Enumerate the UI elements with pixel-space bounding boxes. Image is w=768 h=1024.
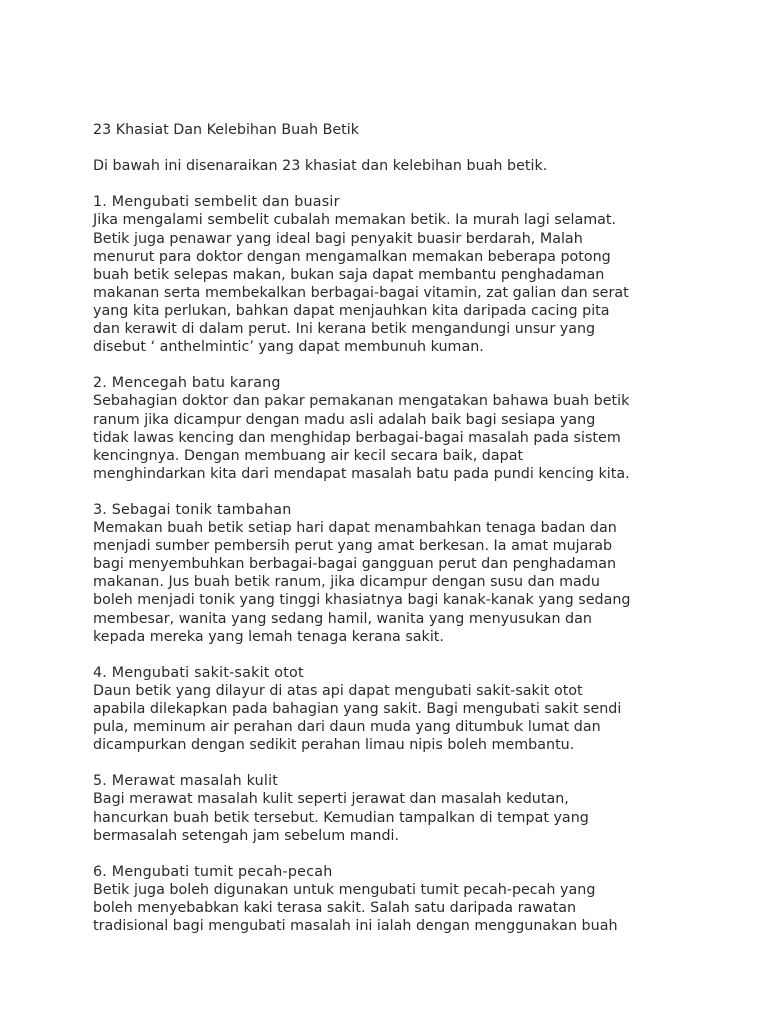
paragraph-line: bagi menyembuhkan berbagai-bagai gangguan perut dan penghadaman (93, 556, 617, 573)
paragraph-line: tradisional bagi mengubati masalah ini ialah dengan menggunakan buah (93, 918, 618, 935)
paragraph-line: ranum jika dicampur dengan madu asli adalah baik bagi sesiapa yang (93, 411, 596, 428)
paragraph-line: Sebahagian doktor dan pakar pemakanan mengatakan bahawa buah betik (93, 393, 630, 410)
section-heading: 1. Mengubati sembelit dan buasir (93, 194, 340, 211)
paragraph-line: Betik juga penawar yang ideal bagi penyakit buasir berdarah, Malah (93, 230, 583, 247)
paragraph-line: kencingnya. Dengan membuang air kecil secara baik, dapat (93, 447, 524, 464)
document-title: 23 Khasiat Dan Kelebihan Buah Betik (93, 122, 360, 138)
paragraph-line: pula, meminum air perahan dari daun muda yang ditumbuk lumat dan (93, 719, 601, 736)
paragraph-line: menurut para doktor dengan mengamalkan memakan beberapa potong (93, 248, 611, 265)
paragraph-line: Bagi merawat masalah kulit seperti jerawat dan masalah kedutan, (93, 791, 569, 808)
paragraph-line: tidak lawas kencing dan menghidap berbagai-bagai masalah pada sistem (93, 429, 621, 446)
document-body (93, 121, 693, 935)
paragraph-line: menjadi sumber pembersih perut yang amat berkesan. Ia amat mujarab (93, 538, 613, 555)
paragraph-line: boleh menyebabkan kaki terasa sakit. Salah satu daripada rawatan (93, 900, 577, 917)
section-sakit-otot (93, 664, 693, 754)
section-heading: 6. Mengubati tumit pecah-pecah (93, 863, 333, 880)
paragraph-line: kepada mereka yang lemah tenaga kerana sakit. (93, 628, 444, 645)
paragraph-line: hancurkan buah betik tersebut. Kemudian tampalkan di tempat yang (93, 809, 589, 826)
section-heading: 5. Merawat masalah kulit (93, 773, 279, 790)
paragraph-line: boleh menjadi tonik yang tinggi khasiatnya bagi kanak-kanak yang sedang (93, 592, 631, 609)
paragraph-line: makanan serta membekalkan berbagai-bagai vitamin, zat galian dan serat (93, 284, 629, 301)
section-sembelit (93, 193, 693, 356)
paragraph-line: membesar, wanita yang sedang hamil, wanita yang menyusukan dan (93, 610, 592, 627)
intro-paragraph: Di bawah ini disenaraikan 23 khasiat dan kelebihan buah betik. (93, 158, 548, 175)
paragraph-line: bermasalah setengah jam sebelum mandi. (93, 827, 400, 844)
paragraph-line: buah betik selepas makan, bukan saja dapat membantu penghadaman (93, 266, 605, 283)
section-heading: 2. Mencegah batu karang (93, 375, 281, 392)
paragraph-line: Jika mengalami sembelit cubalah memakan betik. Ia murah lagi selamat. (93, 212, 617, 229)
section-batu-karang (93, 374, 693, 483)
paragraph-line: Betik juga boleh digunakan untuk mengubati tumit pecah-pecah yang (93, 881, 596, 898)
paragraph-line: dicampurkan dengan sedikit perahan limau nipis boleh membantu. (93, 737, 575, 754)
paragraph-line: yang kita perlukan, bahkan dapat menjauhkan kita daripada cacing pita (93, 302, 610, 319)
paragraph-line: Daun betik yang dilayur di atas api dapat mengubati sakit-sakit otot (93, 682, 583, 699)
paragraph-line: makanan. Jus buah betik ranum, jika dicampur dengan susu dan madu (93, 574, 600, 591)
section-tonik (93, 501, 693, 646)
section-heading: 3. Sebagai tonik tambahan (93, 501, 292, 518)
paragraph-line: dan kerawit di dalam perut. Ini kerana betik mengandungi unsur yang (93, 321, 596, 338)
paragraph-line: Memakan buah betik setiap hari dapat menambahkan tenaga badan dan (93, 520, 617, 537)
section-tumit (93, 863, 693, 935)
paragraph-line: menghindarkan kita dari mendapat masalah batu pada pundi kencing kita. (93, 465, 630, 482)
section-kulit (93, 772, 693, 844)
section-heading: 4. Mengubati sakit-sakit otot (93, 664, 304, 681)
paragraph-line: disebut ‘ anthelmintic’ yang dapat membunuh kuman. (93, 339, 484, 356)
paragraph-line: apabila dilekapkan pada bahagian yang sakit. Bagi mengubati sakit sendi (93, 701, 622, 717)
